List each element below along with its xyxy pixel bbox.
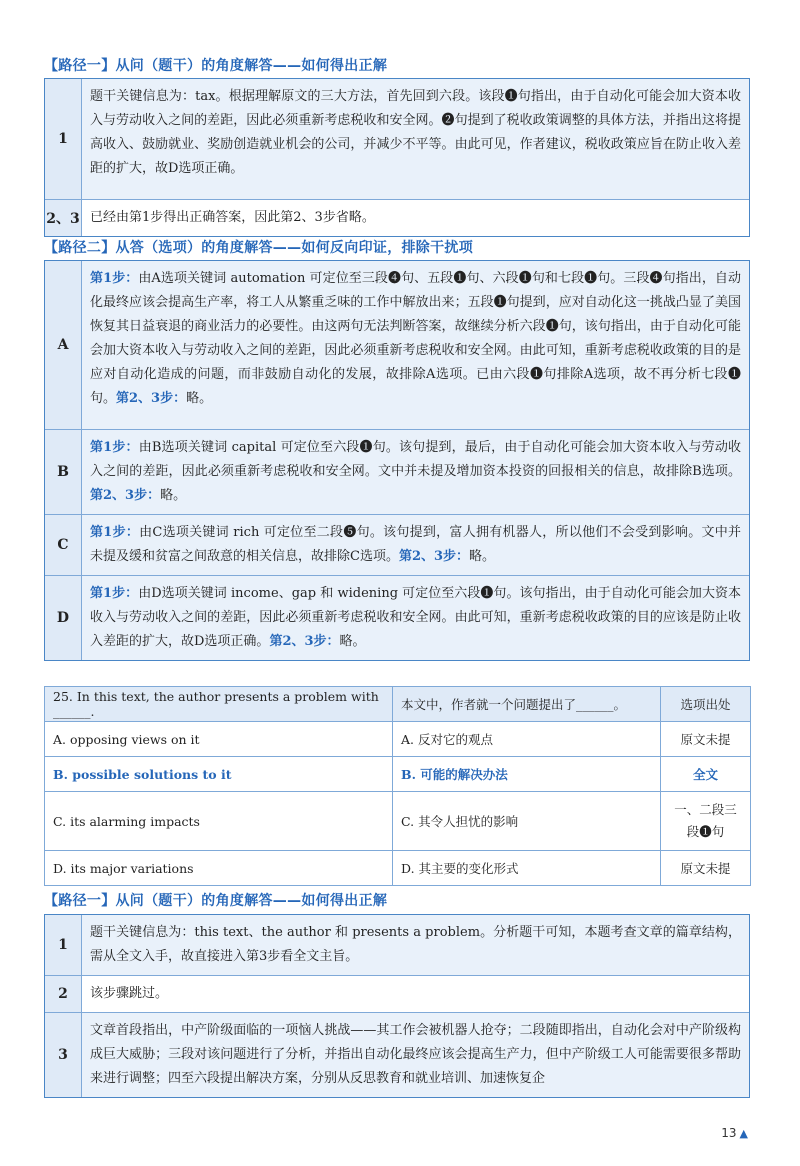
option-row: [45, 792, 751, 851]
step-text: 该步骤跳过。: [82, 976, 749, 1012]
option-label: A: [45, 261, 82, 429]
step1-label: 第1步：: [90, 271, 139, 286]
option-label: C: [45, 515, 82, 575]
graduation-cap-icon: ▲: [739, 1127, 748, 1140]
step-text: 文章首段指出，中产阶级面临的一项恼人挑战——其工作会被机器人抢夺；二段随即指出，自动化会对中产阶级构成巨大威胁；三段对该问题进行了分析，并指出自动化最终应该会提高生产力，但中产阶级工人可能需要很多帮助来进行调整；四至六段提出解决方案，分别从反思教育和就业培训、加速恢复企: [82, 1013, 749, 1097]
step-label: 1: [45, 79, 82, 199]
section-heading-path-one-q25: 【路径一】从问（题干）的角度解答——如何得出正解: [44, 893, 388, 909]
option-analysis-text: 由C选项关键词 rich 可定位至二段❺句。该句提到，富人拥有机器人，所以他们不会受到影响。文中并未提及缓和贫富之间敌意的相关信息，故排除C选项。: [90, 525, 741, 564]
step-end: 略。: [160, 488, 187, 503]
option-en: A. opposing views on it: [45, 722, 393, 757]
step23-label: 第2、3步：: [269, 634, 340, 649]
step-label: 1: [45, 915, 82, 975]
table-row: [45, 200, 749, 236]
option-source: 全文: [661, 757, 751, 792]
question-zh: 本文中，作者就一个问题提出了______。: [393, 687, 661, 722]
option-en: D. its major variations: [45, 851, 393, 886]
option-analysis-text: 由D选项关键词 income、gap 和 widening 可定位至六段❶句。该句指出，由于自动化可能会加大资本收入与劳动收入之间的差距，因此必须重新考虑税收和安全网。由此可知，重新考虑税收政策的目的应该是防止收入差距的扩大，故D选项正确。: [90, 586, 742, 649]
option-analysis-text: 由B选项关键词 capital 可定位至六段❶句。该句提到，最后，由于自动化可能会加大资本收入与劳动收入之间的差距，因此必须重新考虑税收和安全网。文中并未提及增加资本投资的回报相关的信息，故排除B选项。: [90, 440, 741, 479]
answer-table-path-one: [44, 78, 750, 237]
option-analysis-text: 由A选项关键词 automation 可定位至三段❹句、五段❶句、六段❶句和七段❶句。三段❹句指出，自动化最终应该会提高生产率，将工人从繁重乏味的工作中解放出来；五段❶句提到，应对自动化这一挑战凸显了美国恢复其日益衰退的商业活力的必要性。由这两句无法判断答案，故继续分析六段❶句，该句指出，由于自动化可能会加大资本收入与劳动收入之间的差距，因此必须重新考虑税收和安全网。由此可知，重新考虑税收政策的目的是应对自动化造成的问题，而非鼓励自动化的发展，故排除A选项。已由六段❶句排除A选项，故不再分析七段❶句。: [90, 271, 741, 406]
option-row: [45, 722, 751, 757]
step23-label: 第2、3步：: [90, 488, 161, 503]
table-row: [45, 576, 749, 660]
step1-label: 第1步：: [90, 525, 140, 540]
section-heading-path-one: 【路径一】从问（题干）的角度解答——如何得出正解: [44, 58, 388, 74]
step-end: 略。: [339, 634, 366, 649]
step23-label: 第2、3步：: [116, 391, 187, 406]
page-number-text: 13: [721, 1126, 737, 1140]
step-label: 2、3: [45, 200, 82, 236]
option-source: 一、二段三段❶句: [661, 792, 751, 851]
option-en: B. possible solutions to it: [45, 757, 393, 792]
option-analysis: [82, 576, 749, 660]
table-row: [45, 79, 749, 200]
option-analysis: [82, 515, 749, 575]
option-en: C. its alarming impacts: [45, 792, 393, 851]
option-source: 原文未提: [661, 722, 751, 757]
answer-table-path-one-q25: [44, 914, 750, 1098]
step-text: 题干关键信息为：tax。根据理解原文的三大方法，首先回到六段。该段❶句指出，由于自动化可能会加大资本收入与劳动收入之间的差距，因此必须重新考虑税收和安全网。❷句提到了税收政策调整的具体方法，并指出这将提高收入、鼓励就业、奖励创造就业机会的公司，并减少不平等。由此可见，作者建议，税收政策应旨在防止收入差距的扩大，故D选项正确。: [82, 79, 749, 199]
table-row: [45, 915, 749, 976]
option-zh: B. 可能的解决办法: [393, 757, 661, 792]
option-label: D: [45, 576, 82, 660]
page-number: [721, 1126, 748, 1140]
question-en: 25. In this text, the author presents a problem with ______.: [45, 687, 393, 722]
step-end: 略。: [469, 549, 496, 564]
step1-label: 第1步：: [90, 440, 139, 455]
question-table: [44, 686, 751, 886]
table-row: [45, 261, 749, 430]
option-zh: C. 其令人担忧的影响: [393, 792, 661, 851]
option-zh: D. 其主要的变化形式: [393, 851, 661, 886]
table-row: [45, 515, 749, 576]
option-analysis: [82, 261, 749, 429]
step-text: 题干关键信息为：this text、the author 和 presents a problem。分析题干可知，本题考查文章的篇章结构，需从全文入手，故直接进入第3步看全文主旨。: [82, 915, 749, 975]
step-text: 已经由第1步得出正确答案，因此第2、3步省略。: [82, 200, 749, 236]
option-label: B: [45, 430, 82, 514]
question-row: [45, 687, 751, 722]
option-row-correct: [45, 757, 751, 792]
step-end: 略。: [186, 391, 213, 406]
option-analysis: [82, 430, 749, 514]
step23-label: 第2、3步：: [398, 549, 470, 564]
step-label: 2: [45, 976, 82, 1012]
table-row: [45, 430, 749, 515]
step1-label: 第1步：: [90, 586, 139, 601]
source-header: 选项出处: [661, 687, 751, 722]
answer-table-path-two: [44, 260, 750, 661]
option-row: [45, 851, 751, 886]
table-row: [45, 976, 749, 1013]
option-zh: A. 反对它的观点: [393, 722, 661, 757]
section-heading-path-two: 【路径二】从答（选项）的角度解答——如何反向印证，排除干扰项: [44, 240, 473, 256]
step-label: 3: [45, 1013, 82, 1097]
table-row: [45, 1013, 749, 1097]
option-source: 原文未提: [661, 851, 751, 886]
